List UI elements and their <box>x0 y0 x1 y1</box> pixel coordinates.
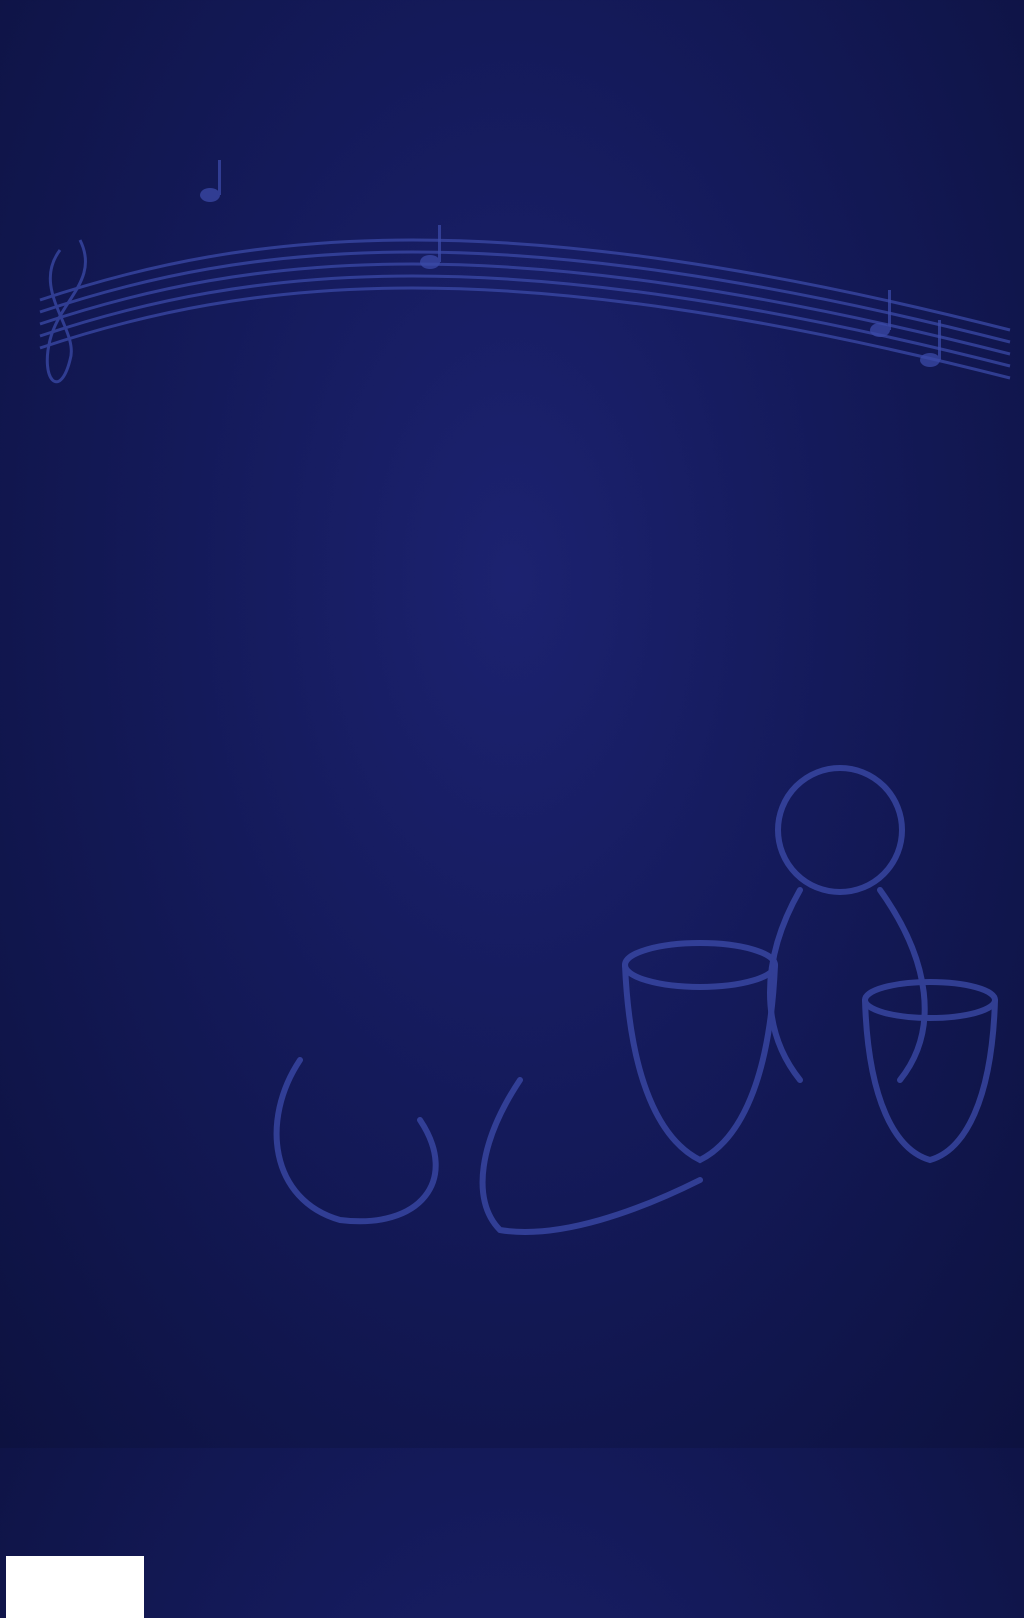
logo-aleksandria <box>6 1556 144 1618</box>
